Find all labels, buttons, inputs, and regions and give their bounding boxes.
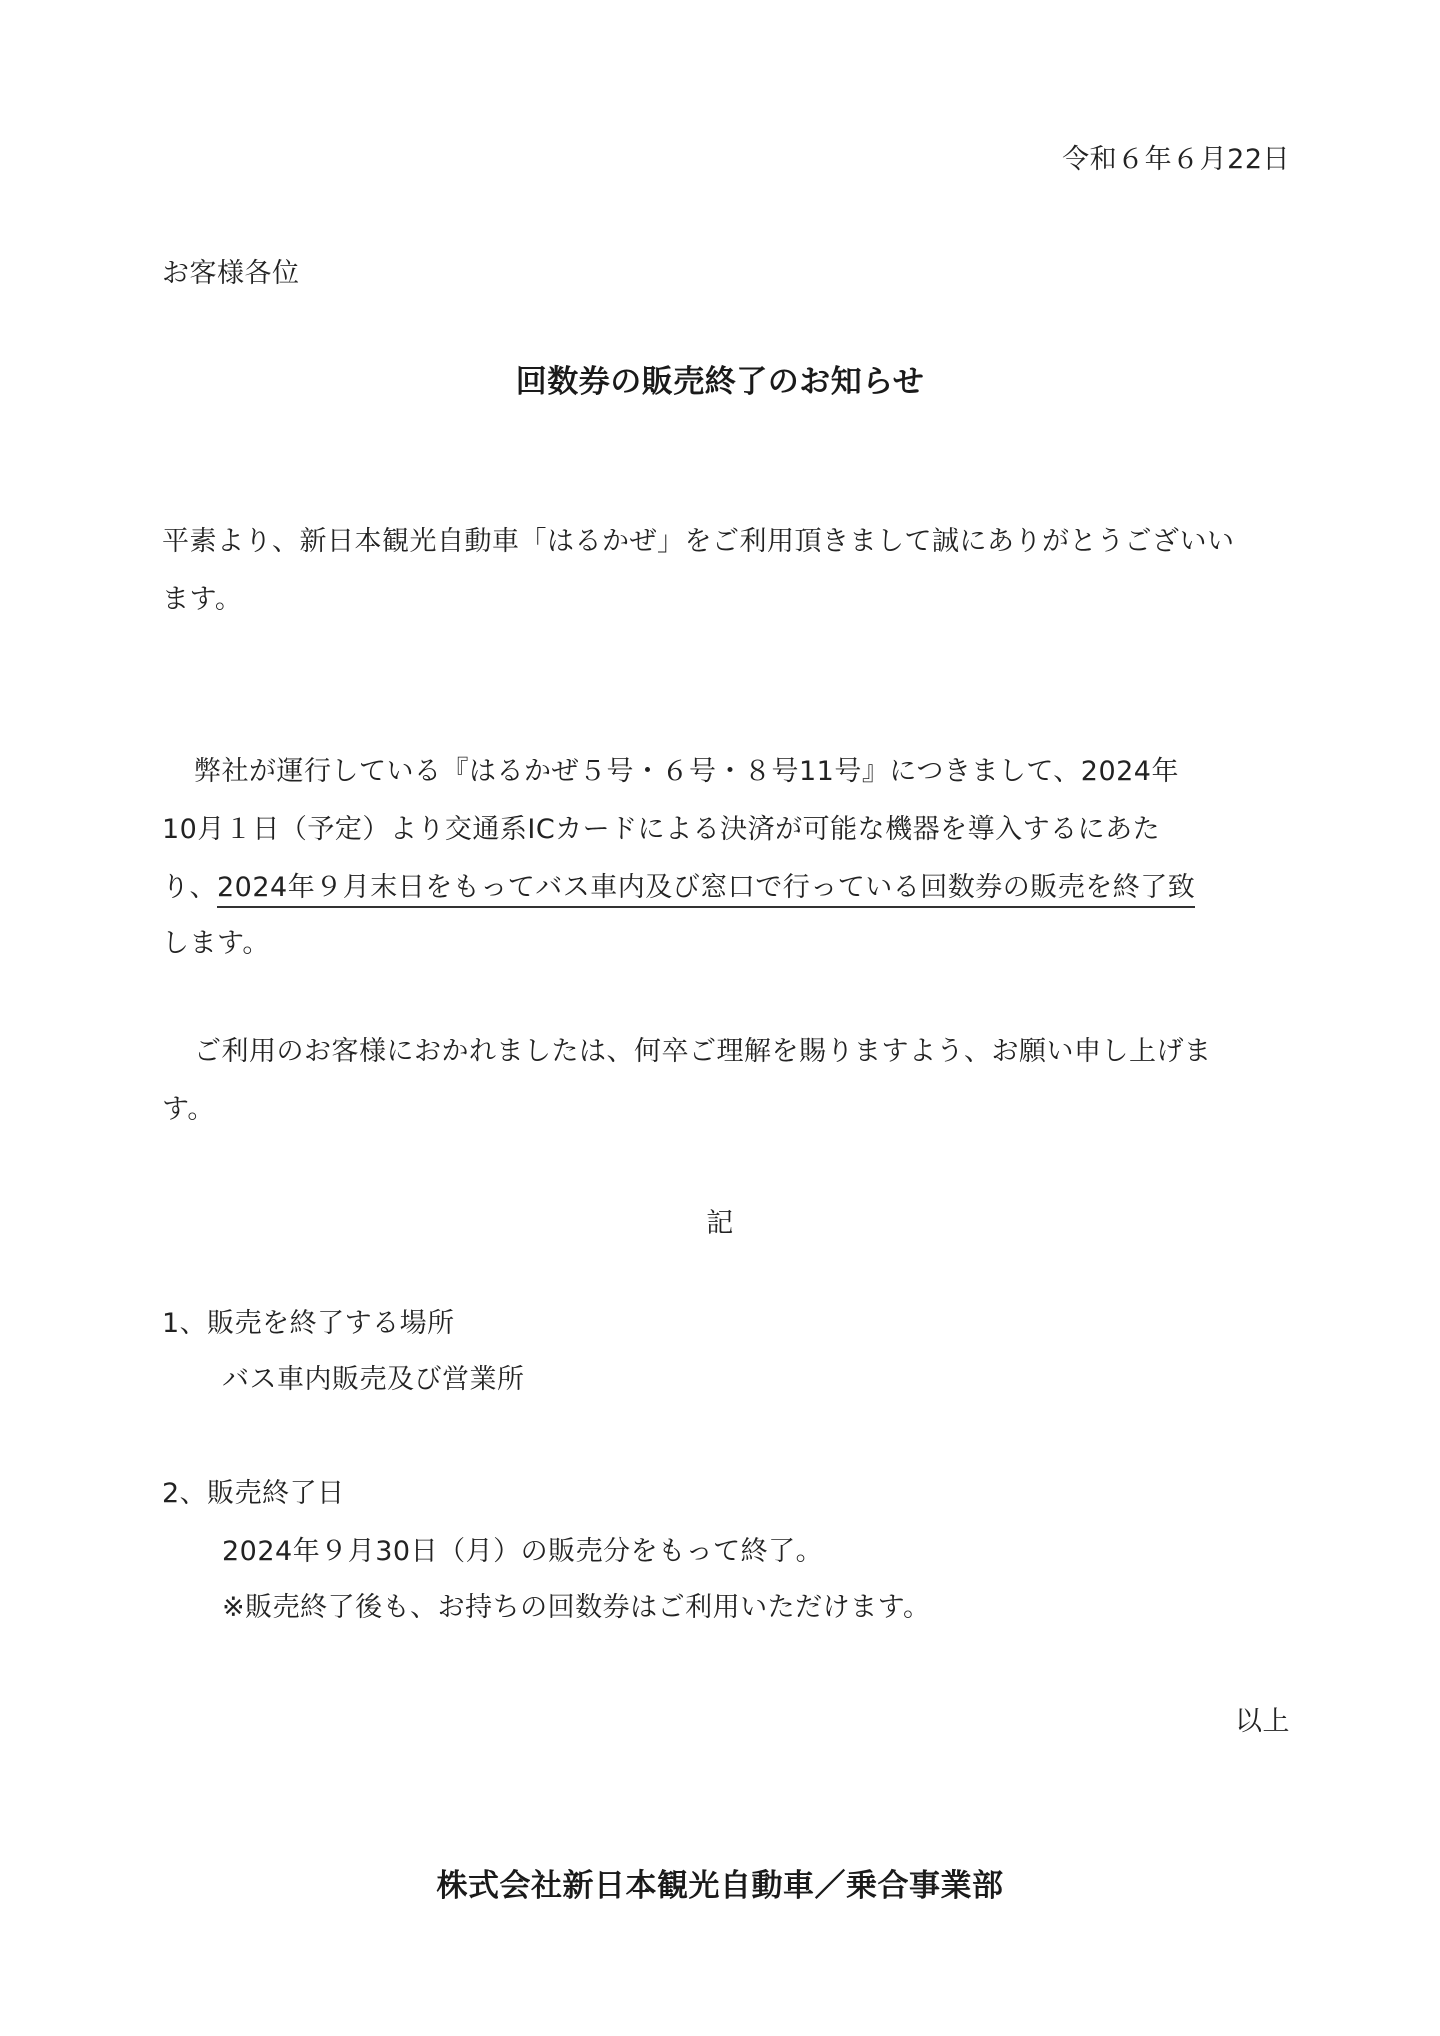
body-line-3 (162, 870, 1195, 906)
issuer-footer: 株式会社新日本観光自動車／乗合事業部 (436, 1868, 1004, 1904)
body-line-2: 10月１日（予定）より交通系ICカードによる決済が可能な機器を導入するにあた (162, 814, 1161, 845)
body-line-4: します。 (162, 928, 270, 959)
ki-marker: 記 (706, 1208, 734, 1239)
recipient-salutation: お客様各位 (162, 258, 300, 289)
body-line-3-underlined: 2024年９月末日をもってバス車内及び窓口で行っている回数券の販売を終了致 (217, 872, 1195, 908)
greeting-line-2: ます。 (162, 584, 243, 615)
notice-title: 回数券の販売終了のお知らせ (515, 364, 925, 400)
item-2-note: ※販売終了後も、お持ちの回数券はご利用いただけます。 (222, 1592, 931, 1623)
body-line-1: 弊社が運行している『はるかぜ５号・６号・８号11号』につきまして、2024年 (194, 756, 1179, 787)
item-1-value: バス車内販売及び営業所 (222, 1364, 525, 1395)
greeting-line-1: 平素より、新日本観光自動車「はるかぜ」をご利用頂きまして誠にありがとうございい (162, 526, 1235, 557)
item-2-value: 2024年９月30日（月）の販売分をもって終了。 (222, 1536, 824, 1567)
item-1-heading: 1、販売を終了する場所 (162, 1308, 455, 1339)
request-line-2: す。 (162, 1094, 215, 1125)
request-line-1: ご利用のお客様におかれましたは、何卒ご理解を賜りますよう、お願い申し上げま (194, 1036, 1212, 1067)
notice-date: 令和６年６月22日 (1062, 144, 1290, 175)
body-line-3-prefix: り、 (162, 872, 217, 903)
closing-ijou: 以上 (1235, 1706, 1290, 1737)
item-2-heading: 2、販売終了日 (162, 1478, 345, 1509)
